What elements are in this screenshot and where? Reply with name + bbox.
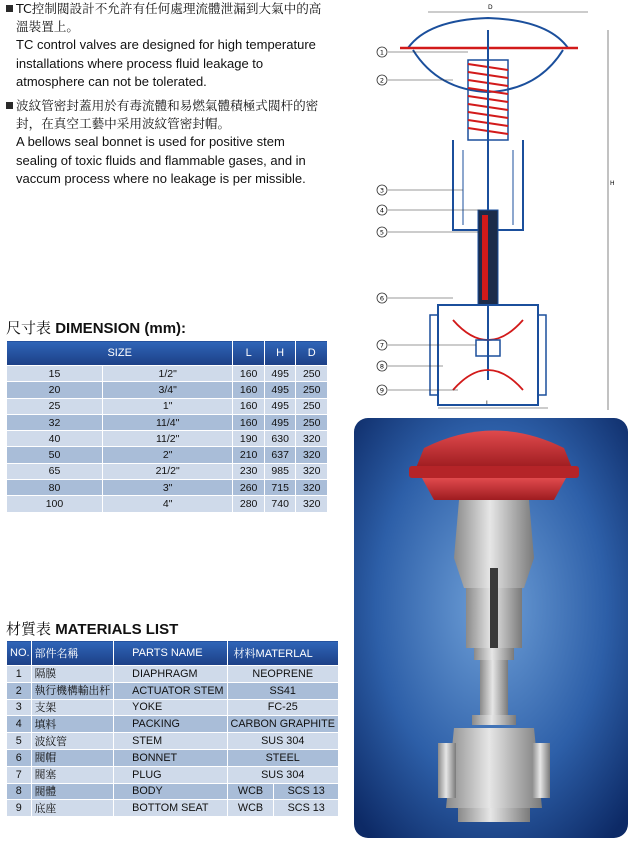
dimension-header-d: D (296, 341, 328, 366)
dimension-table (6, 340, 328, 513)
materials-row (7, 800, 339, 817)
dimension-cell: 1" (102, 398, 232, 414)
dimension-header-row (7, 341, 328, 366)
materials-header-row (7, 641, 339, 666)
dimension-cell: 260 (233, 480, 265, 496)
dimension-header-l: L (233, 341, 265, 366)
callout-number: 9 (379, 386, 385, 395)
dimension-cell: 495 (264, 414, 296, 430)
dimension-title (6, 317, 186, 338)
materials-cell-m1: SS41 (227, 682, 338, 699)
callout-5 (377, 227, 480, 237)
actuator-flange-red (409, 466, 579, 478)
product-photo (354, 418, 628, 838)
materials-cell-m1: CARBON GRAPHITE (227, 716, 338, 733)
materials-row (7, 666, 339, 683)
dimension-cell: 210 (233, 447, 265, 463)
callout-7 (377, 340, 476, 350)
materials-cell-no: 2 (7, 682, 32, 699)
intro-section (6, 0, 326, 194)
callout-6 (377, 293, 453, 303)
dimension-cell: 3" (102, 480, 232, 496)
materials-cell-no: 9 (7, 800, 32, 817)
dimension-cell: 160 (233, 414, 265, 430)
dimension-row (7, 382, 328, 398)
materials-cell-en: DIAPHRAGM (114, 666, 227, 683)
intro-p1-en: TC control valves are designed for high temperature installations where process fluid leakage to atmosphere can not be tolerated. (16, 37, 316, 89)
dimension-cell: 15 (7, 366, 103, 382)
dimension-cell: 25 (7, 398, 103, 414)
dimension-row (7, 431, 328, 447)
dim-d-label: D (488, 4, 493, 11)
dimension-cell: 1/2" (102, 366, 232, 382)
dimension-cell: 985 (264, 463, 296, 479)
bullet-icon (6, 5, 13, 12)
materials-row (7, 699, 339, 716)
intro-paragraph-2 (6, 97, 326, 188)
materials-cell-m1: STEEL (227, 749, 338, 766)
materials-cell-m2: SCS 13 (274, 783, 338, 800)
materials-header-no: NO. (7, 641, 32, 666)
dimension-title-zh: 尺寸表 (6, 320, 52, 337)
materials-row (7, 733, 339, 750)
dim-h-label: H (610, 180, 615, 187)
dimension-cell: 250 (296, 366, 328, 382)
left-flange (430, 315, 438, 395)
materials-cell-zh: 支架 (31, 699, 114, 716)
dimension-row (7, 366, 328, 382)
callout-4 (377, 205, 480, 215)
callout-number: 4 (379, 206, 385, 215)
materials-cell-en: ACTUATOR STEM (114, 682, 227, 699)
materials-cell-en: BOTTOM SEAT (114, 800, 227, 817)
dimension-cell: 20 (7, 382, 103, 398)
left-flange (438, 743, 456, 798)
dimension-table-body (7, 366, 328, 513)
intro-p2-en: A bellows seal bonnet is used for positive stem sealing of toxic fluids and flammable gases, and in vaccum process where no leakage is per missible. (16, 134, 306, 186)
dimension-cell: 11/4" (102, 414, 232, 430)
dimension-row (7, 496, 328, 512)
materials-cell-en: BONNET (114, 749, 227, 766)
bullet-icon (6, 102, 13, 109)
materials-cell-m1: WCB (227, 800, 274, 817)
materials-cell-m1: FC-25 (227, 699, 338, 716)
materials-cell-no: 8 (7, 783, 32, 800)
callout-8 (377, 361, 443, 371)
materials-table (6, 640, 339, 817)
dimension-row (7, 463, 328, 479)
dimension-cell: 715 (264, 480, 296, 496)
bottom-seat (458, 808, 530, 822)
dimension-cell: 250 (296, 398, 328, 414)
dimension-cell: 320 (296, 447, 328, 463)
dimension-cell: 495 (264, 382, 296, 398)
materials-header-zh: 部件名稱 (31, 641, 114, 666)
materials-table-body (7, 666, 339, 817)
callout-number: 7 (379, 341, 385, 350)
dimension-cell: 320 (296, 496, 328, 512)
materials-cell-m2: SCS 13 (274, 800, 338, 817)
materials-cell-no: 4 (7, 716, 32, 733)
materials-cell-no: 1 (7, 666, 32, 683)
callout-number: 6 (379, 294, 385, 303)
bellows (482, 215, 488, 300)
dimension-cell: 65 (7, 463, 103, 479)
dimension-cell: 495 (264, 366, 296, 382)
materials-cell-zh: 填料 (31, 716, 114, 733)
callout-number: 8 (379, 362, 385, 371)
dimension-cell: 80 (7, 480, 103, 496)
intro-p2-zh: 波紋管密封蓋用於有毒流體和易燃氣體積極式閥杆的密封，在真空工藝中采用波紋管密封帽。 (16, 98, 319, 132)
dimension-cell: 320 (296, 480, 328, 496)
valve-body (446, 728, 542, 808)
dimension-cell: 32 (7, 414, 103, 430)
materials-cell-no: 5 (7, 733, 32, 750)
dimension-cell: 250 (296, 414, 328, 430)
materials-title-zh: 材質表 (6, 621, 52, 638)
right-flange (532, 743, 550, 798)
intro-paragraph-1 (6, 0, 326, 91)
dimension-title-en: DIMENSION (mm): (55, 320, 187, 337)
materials-cell-en: STEM (114, 733, 227, 750)
dimension-cell: 40 (7, 431, 103, 447)
materials-header-material: 材料MATERLAL (227, 641, 338, 666)
dimension-cell: 160 (233, 366, 265, 382)
materials-title (6, 618, 178, 639)
dimension-row (7, 447, 328, 463)
dimension-cell: 100 (7, 496, 103, 512)
dimension-cell: 250 (296, 382, 328, 398)
materials-cell-m1: SUS 304 (227, 733, 338, 750)
materials-row (7, 716, 339, 733)
dimension-cell: 280 (233, 496, 265, 512)
callout-number: 2 (379, 76, 385, 85)
dimension-cell: 230 (233, 463, 265, 479)
materials-cell-zh: 波紋管 (31, 733, 114, 750)
materials-cell-no: 6 (7, 749, 32, 766)
materials-row (7, 682, 339, 699)
materials-cell-m1: WCB (227, 783, 274, 800)
materials-title-en: MATERIALS LIST (55, 621, 179, 638)
dimension-cell: 320 (296, 431, 328, 447)
dimension-row (7, 398, 328, 414)
valve-section-drawing (368, 0, 630, 416)
materials-cell-no: 7 (7, 766, 32, 783)
materials-cell-en: YOKE (114, 699, 227, 716)
dimension-header-h: H (264, 341, 296, 366)
materials-row (7, 749, 339, 766)
dimension-row (7, 480, 328, 496)
dimension-cell: 637 (264, 447, 296, 463)
materials-cell-en: BODY (114, 783, 227, 800)
dimension-cell: 11/2" (102, 431, 232, 447)
materials-cell-zh: 閥體 (31, 783, 114, 800)
bonnet-flange (474, 648, 514, 660)
materials-cell-no: 3 (7, 699, 32, 716)
dimension-cell: 50 (7, 447, 103, 463)
materials-header-parts: PARTS NAME (114, 641, 227, 666)
dim-l-label: L (486, 400, 490, 407)
dimension-cell: 190 (233, 431, 265, 447)
dimension-cell: 160 (233, 398, 265, 414)
body-flange-top (472, 715, 516, 725)
dimension-cell: 160 (233, 382, 265, 398)
dimension-cell: 3/4" (102, 382, 232, 398)
dimension-cell: 4" (102, 496, 232, 512)
intro-p1-zh: TC控制閥設計不允許有任何處理流體泄漏到大氣中的高溫裝置上。 (16, 1, 322, 35)
materials-row (7, 783, 339, 800)
dimension-cell: 740 (264, 496, 296, 512)
right-flange (538, 315, 546, 395)
materials-cell-zh: 執行機構輸出杆 (31, 682, 114, 699)
dimension-cell: 2" (102, 447, 232, 463)
materials-cell-zh: 閥塞 (31, 766, 114, 783)
dimension-cell: 630 (264, 431, 296, 447)
materials-cell-m1: NEOPRENE (227, 666, 338, 683)
dimension-cell: 21/2" (102, 463, 232, 479)
dimension-row (7, 414, 328, 430)
materials-cell-zh: 底座 (31, 800, 114, 817)
callout-2 (377, 75, 453, 85)
stem (490, 568, 498, 648)
dimension-header-size: SIZE (7, 341, 233, 366)
materials-cell-en: PLUG (114, 766, 227, 783)
callout-9 (377, 385, 458, 395)
materials-cell-en: PACKING (114, 716, 227, 733)
callout-number: 5 (379, 228, 385, 237)
callout-number: 3 (379, 186, 385, 195)
materials-row (7, 766, 339, 783)
materials-cell-m1: SUS 304 (227, 766, 338, 783)
materials-cell-zh: 閥帽 (31, 749, 114, 766)
actuator-bottom-red (422, 478, 566, 500)
bellows-bonnet (480, 660, 508, 715)
callout-3 (377, 185, 463, 195)
callout-number: 1 (379, 48, 385, 57)
dimension-cell: 320 (296, 463, 328, 479)
callout-group (377, 47, 480, 395)
materials-cell-zh: 隔膜 (31, 666, 114, 683)
dimension-cell: 495 (264, 398, 296, 414)
